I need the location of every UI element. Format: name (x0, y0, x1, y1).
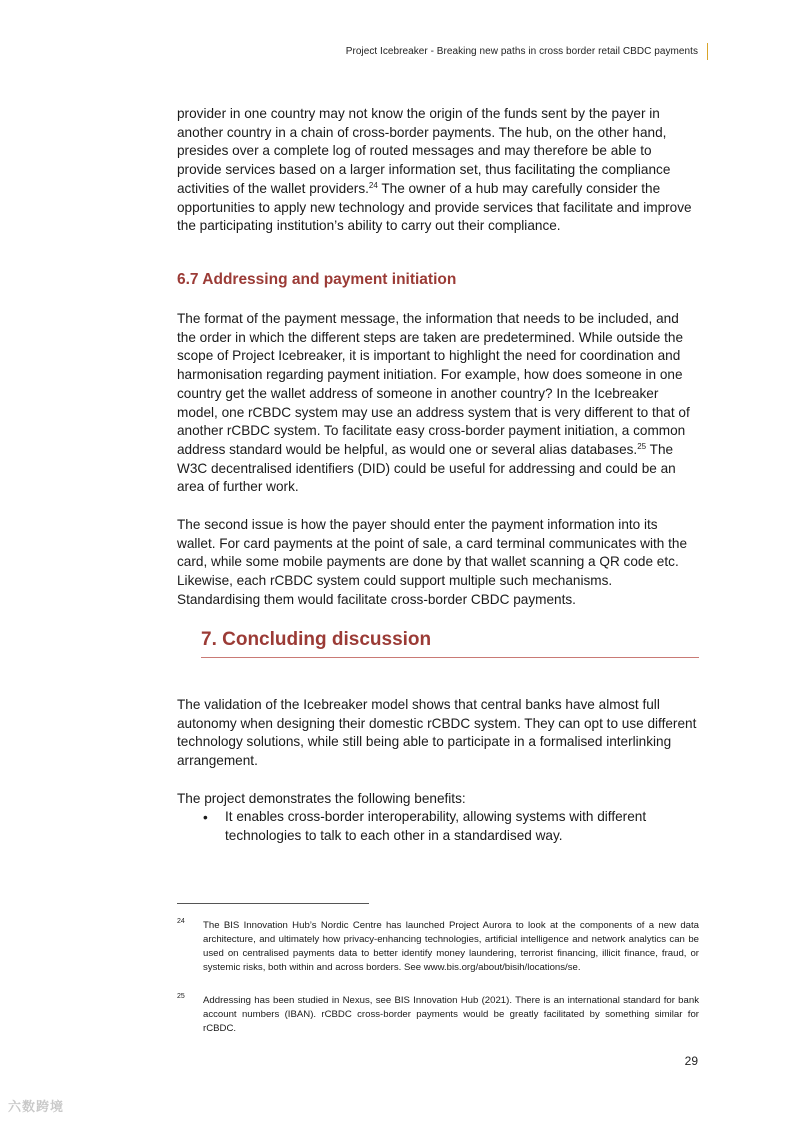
bullet-marker: • (203, 810, 208, 825)
footnote-ref-25[interactable]: 25 (637, 441, 647, 451)
footnote-number: 25 (177, 993, 185, 1000)
section-heading-6-7: 6.7 Addressing and payment initiation (177, 271, 457, 288)
paragraph-text: The W3C decentralised identifiers (DID) could be useful for addressing and could be an area of further work. (177, 441, 676, 495)
footnote-text: The BIS Innovation Hub’s Nordic Centre has launched Project Aurora to look at the components of a new data architecture, and ultimately how privacy-enhancing technologies, artificial intelligence and network analytics can be used on centralised payments data to better identify money laundering, terrorist financing, illicit finance, fraud, or systemic risks, both within and across borders. See www.bis.org/about/bisih/locations/se. (203, 920, 699, 973)
paragraph-benefits-intro: The project demonstrates the following benefits: (177, 791, 466, 806)
paragraph-payer-entry: The second issue is how the payer should enter the payment information into its wallet. For card payments at the point of sale, a card terminal communicates with the card, while some mobile payments are done by that wallet scanning a QR code etc. Likewise, each rCBDC system could support multiple such mechanisms. Standardising them would facilitate cross-border CBDC payments. (177, 517, 687, 607)
header-accent-bar (707, 43, 708, 60)
paragraph-validation: The validation of the Icebreaker model shows that central banks have almost full autonomy when designing their domestic rCBDC system. They can opt to use different technology solutions, while still being able to participate in a formalised interlinking arrangement. (177, 697, 697, 769)
footnote-separator (177, 903, 369, 904)
paragraph-payment-message (177, 310, 699, 497)
bullet-item: It enables cross-border interoperability, allowing systems with different technologies to talk to each other in a standardised way. (225, 809, 647, 843)
page-number: 29 (684, 1054, 698, 1068)
footnote-number: 24 (177, 918, 185, 925)
running-header: Project Icebreaker - Breaking new paths in cross border retail CBDC payments (345, 46, 698, 57)
watermark-logo: 六数跨境 (8, 1099, 65, 1114)
paragraph-compliance (177, 105, 699, 236)
paragraph-text: The format of the payment message, the information that needs to be included, and the order in which the different steps are taken are predetermined. While outside the scope of Project Icebreaker, it is important to highlight the need for coordination and harmonisation regarding payment initiation. For example, how does someone in one country get the wallet address of someone in another country? In the Icebreaker model, one rCBDC system may use an address system that is very different to that of another rCBDC system. To facilitate easy cross-border payment initiation, a common address standard would be helpful, as would one or several alias databases. (177, 311, 690, 457)
chapter-heading-7: 7. Concluding discussion (201, 629, 432, 650)
paragraph-text: The owner of a hub may carefully consider the opportunities to apply new technology and provide services that facilitate and improve the participating institution’s ability to carry out their compliance. (177, 180, 692, 234)
heading-underline (201, 657, 699, 658)
footnote-text: Addressing has been studied in Nexus, see BIS Innovation Hub (2021). There is an international standard for bank account numbers (IBAN). rCBDC cross-border payments would be greatly facilitated by something similar for rCBDC. (203, 995, 699, 1034)
footnote-ref-24[interactable]: 24 (368, 180, 378, 190)
paragraph-text: provider in one country may not know the origin of the funds sent by the payer in another country in a chain of cross-border payments. The hub, on the other hand, presides over a complete log of routed messages and may therefore be able to provide services based on a larger information set, thus facilitating the compliance activities of the wallet providers. (177, 106, 671, 196)
